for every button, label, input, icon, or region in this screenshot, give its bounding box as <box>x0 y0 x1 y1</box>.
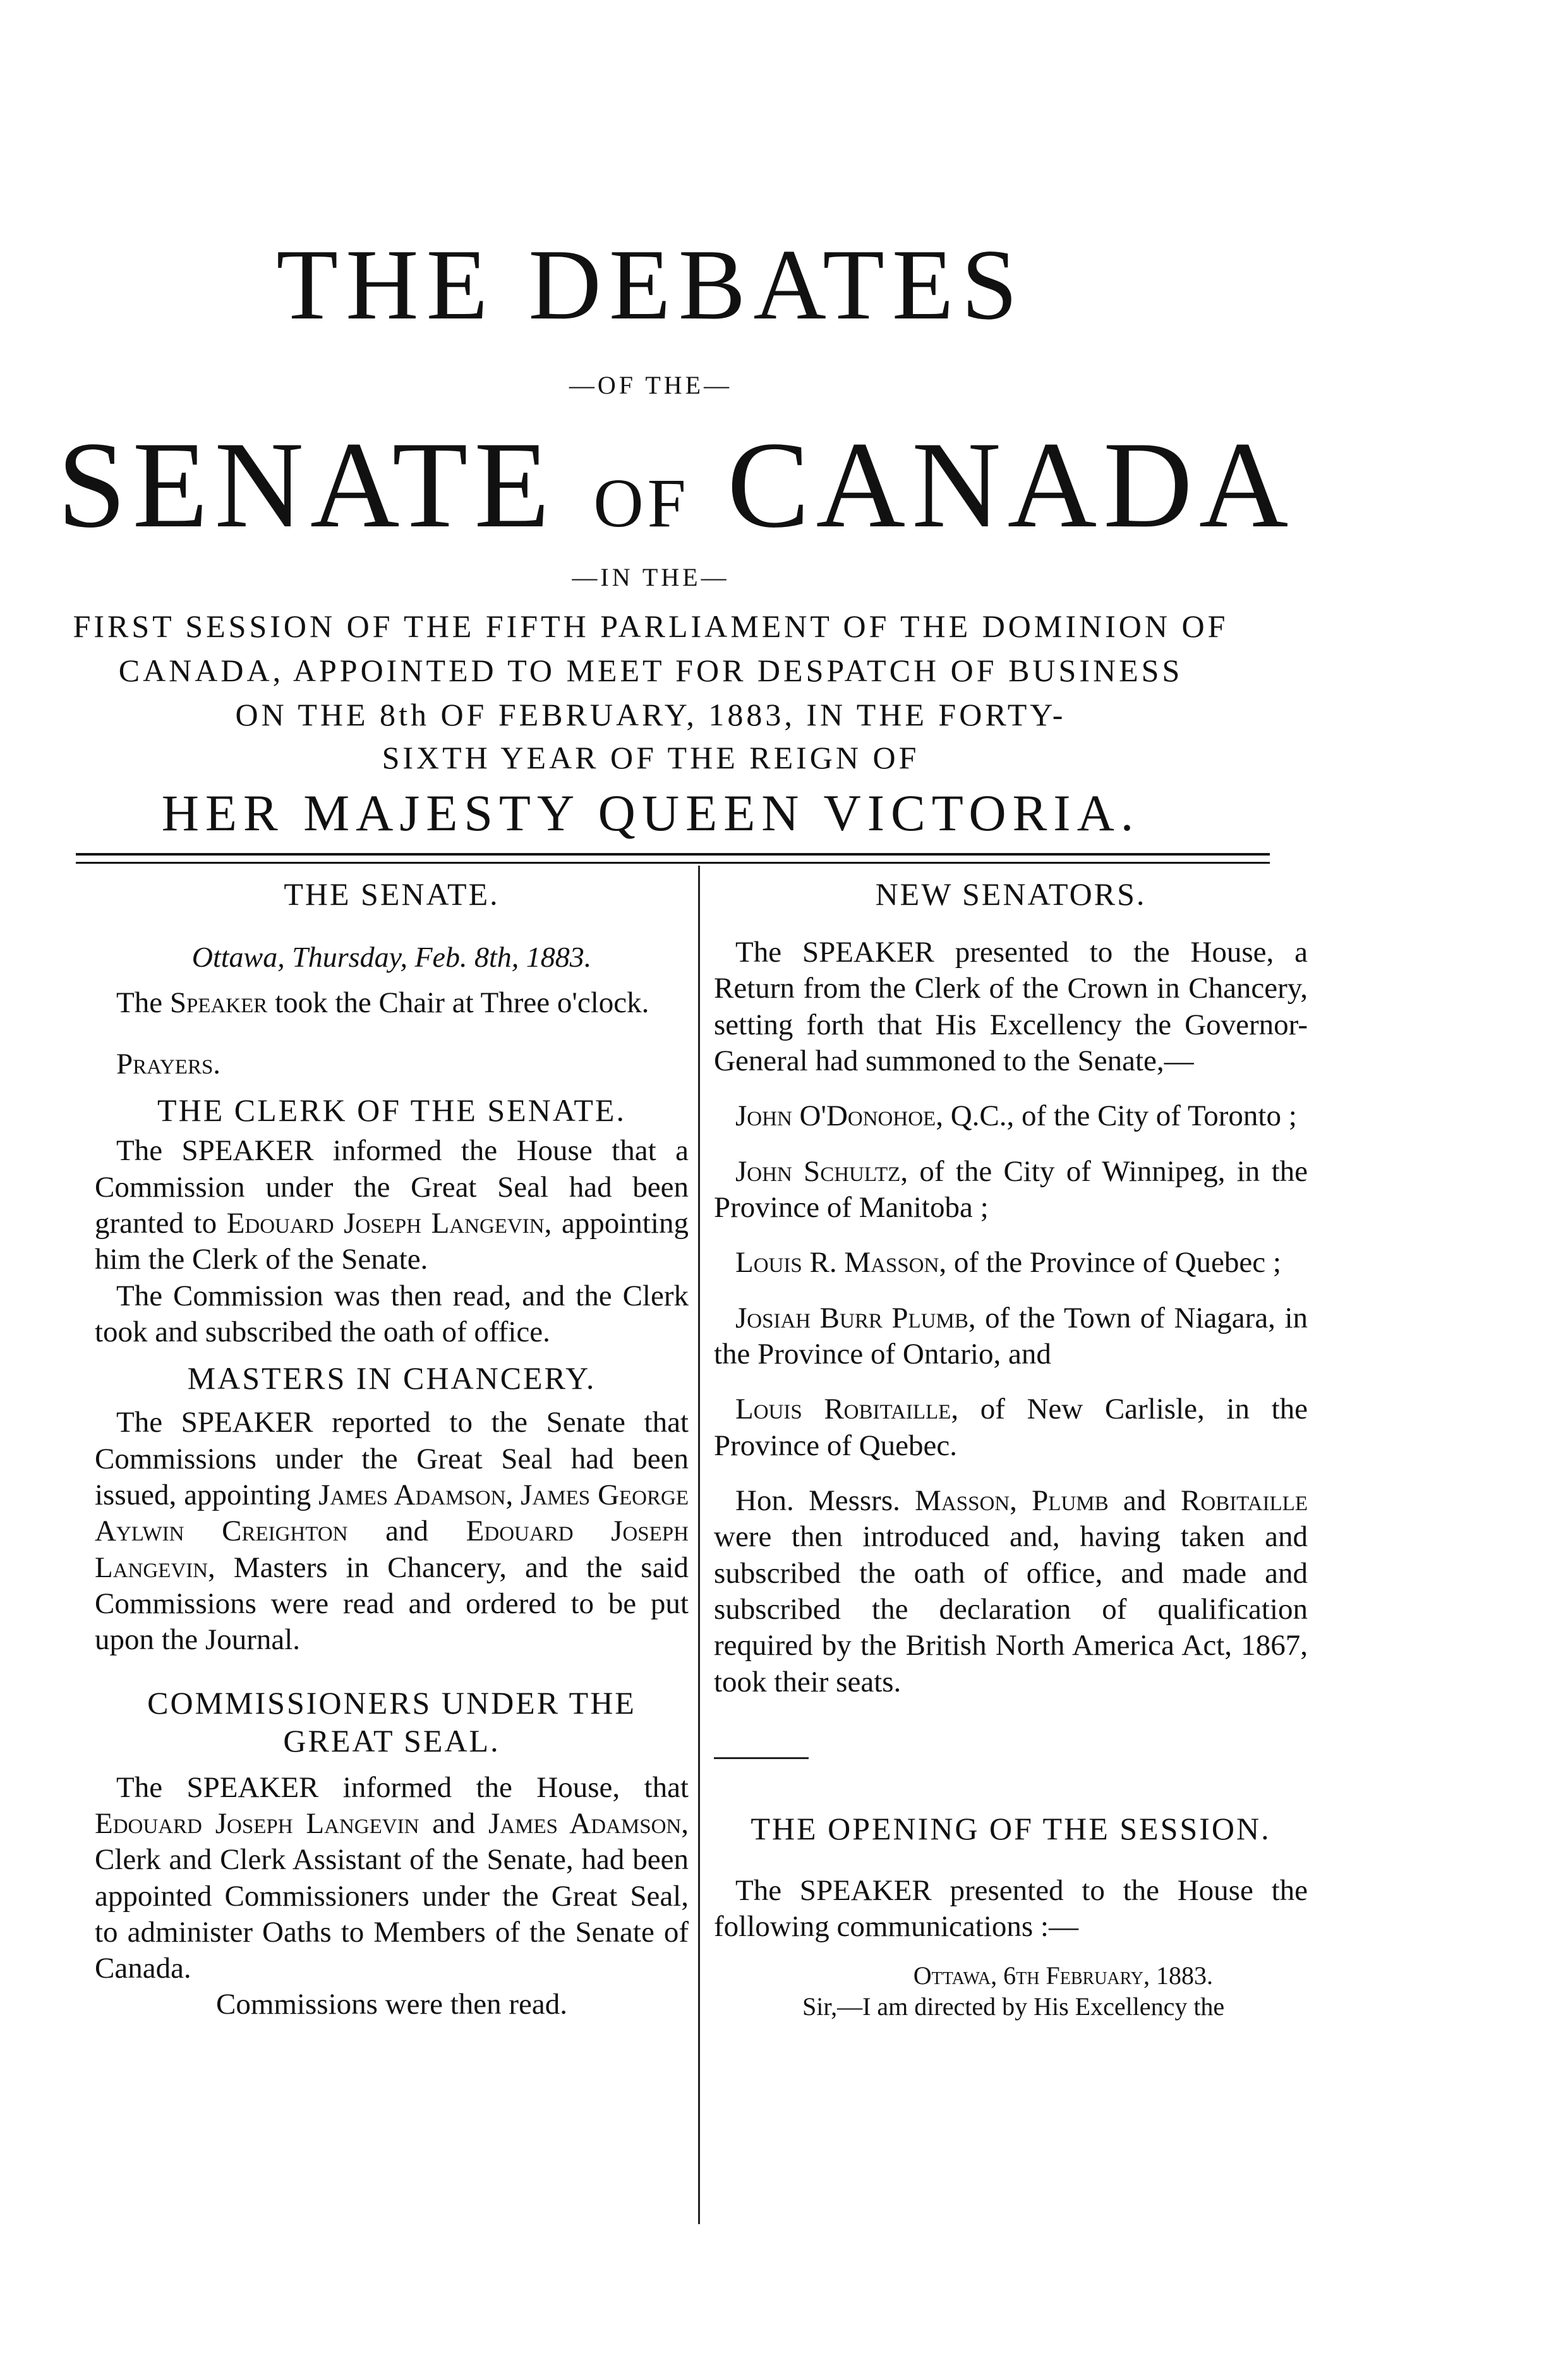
introduced-text-before: Hon. Messrs. <box>735 1484 915 1517</box>
introduced-sep-1: , <box>1010 1484 1032 1517</box>
senator-name: Louis Robitaille <box>735 1393 951 1426</box>
title-senate-word: SENATE <box>57 416 557 554</box>
heading-clerk-of-senate: THE CLERK OF THE SENATE. <box>157 1092 626 1129</box>
senator-detail: , of New Carlisle, in the Province of Quebec. <box>714 1393 1308 1462</box>
clerk-name: Edouard Joseph Langevin <box>226 1207 545 1240</box>
in-the-line: —IN THE— <box>572 563 730 591</box>
clerk-text-before: The SPEAKER informed the House that a Commission under the Great Seal had been granted to <box>95 1134 689 1240</box>
senator-name: John O'Donohoe <box>735 1099 936 1133</box>
introduced-sep-2: and <box>1108 1484 1181 1517</box>
title-senate-of-canada <box>44 416 1308 554</box>
chair-paragraph <box>95 985 689 1021</box>
session-line-1: FIRST SESSION OF THE FIFTH PARLIAMENT OF THE DOMINION OF <box>73 608 1229 644</box>
masters-name-2: James George Aylwin Creighton <box>95 1479 689 1548</box>
masters-sep-2: and <box>347 1515 466 1548</box>
title-canada-word: CANADA <box>727 416 1295 554</box>
masters-paragraph <box>95 1405 689 1658</box>
clerk-paragraph-2: The Commission was then read, and the Clerk took and subscribed the oath of office. <box>95 1279 689 1349</box>
introduced-name-1: Masson <box>915 1484 1010 1517</box>
commissioners-text-before: The SPEAKER informed the House, that <box>116 1770 689 1804</box>
column-divider <box>698 866 700 2224</box>
heading-opening-of-session: THE OPENING OF THE SESSION. <box>751 1810 1271 1846</box>
section-separator-rule <box>714 1757 809 1759</box>
new-senators-intro: The SPEAKER presented to the House, a Return from the Clerk of the Crown in Chancery, setting forth that His Excellency the Governor-General had summoned to the Senate,— <box>714 936 1308 1077</box>
dateline: Ottawa, Thursday, Feb. 8th, 1883. <box>191 941 592 973</box>
commissions-read: Commissions were then read. <box>215 1987 568 2021</box>
senator-entry <box>714 1391 1308 1464</box>
letter-salutation: Sir,—I am directed by His Excellency the <box>802 1992 1225 2021</box>
introduced-name-2: Plumb <box>1032 1484 1109 1517</box>
heading-the-senate: THE SENATE. <box>284 876 500 912</box>
introduced-paragraph <box>714 1483 1308 1700</box>
senator-name: Josiah Burr Plumb <box>735 1301 968 1334</box>
senator-entry <box>714 1098 1308 1134</box>
senator-entry <box>714 1154 1308 1226</box>
clerk-text-after: , appointing him the Clerk of the Senate. <box>95 1207 689 1276</box>
commissioners-name-1: Edouard Joseph Langevin <box>95 1807 419 1841</box>
senator-detail: , of the City of Winnipeg, in the Province of Manitoba ; <box>714 1154 1308 1224</box>
senator-detail: , of the Town of Niagara, in the Province of Ontario, and <box>714 1301 1308 1371</box>
masters-text-after: , Masters in Chancery, and the said Commissions were read and ordered to be put upon the Journal. <box>95 1551 689 1657</box>
commissioners-name-2: James Adamson <box>488 1807 682 1841</box>
heading-commissioners: COMMISSIONERS UNDER THE GREAT SEAL. <box>147 1685 636 1758</box>
commissioners-sep: and <box>419 1807 489 1841</box>
letter-date: Ottawa, 6th February, 1883. <box>913 1961 1213 1990</box>
senator-detail: , Q.C., of the City of Toronto ; <box>936 1099 1297 1133</box>
heading-masters-in-chancery: MASTERS IN CHANCERY. <box>187 1360 596 1396</box>
senator-entry <box>714 1300 1308 1373</box>
masters-name-3: Edouard Joseph Langevin <box>95 1515 689 1584</box>
prayers: Prayers. <box>116 1048 221 1081</box>
session-line-4: SIXTH YEAR OF THE REIGN OF <box>382 740 920 775</box>
commissioners-paragraph <box>95 1770 689 1987</box>
chair-speaker: Speaker <box>169 986 268 1019</box>
masters-name-1: James Adamson <box>318 1479 506 1512</box>
title-of-word: OF <box>593 464 690 542</box>
session-line-2: CANADA, APPOINTED TO MEET FOR DESPATCH OF BUSINESS <box>118 653 1183 688</box>
commissioners-text-after: , Clerk and Clerk Assistant of the Senate, had been appointed Commissioners under the Great Seal, to administer Oaths to Members of the Senate of Canada. <box>95 1807 689 1985</box>
senator-name: Louis R. Masson <box>735 1246 939 1280</box>
masters-sep-1: , <box>505 1479 521 1512</box>
heading-new-senators: NEW SENATORS. <box>875 876 1147 912</box>
title-the-debates: THE DEBATES <box>276 228 1025 341</box>
right-column <box>714 875 1308 2023</box>
introduced-text-after: were then introduced and, having taken and subscribed the oath of office, and made and subscribed the declaration of qualification required by the British North America Act, 1867, took their seats. <box>714 1520 1308 1698</box>
senator-name: John Schultz <box>735 1154 901 1188</box>
senator-detail: , of the Province of Quebec ; <box>939 1246 1281 1280</box>
masthead-double-rule <box>76 853 1270 864</box>
clerk-paragraph-1 <box>95 1133 689 1278</box>
senator-entry <box>714 1245 1308 1281</box>
session-line-3: ON THE 8th OF FEBRUARY, 1883, IN THE FORTY- <box>235 697 1066 732</box>
opening-paragraph: The SPEAKER presented to the House the following communications :— <box>714 1873 1308 1944</box>
chair-text-before: The <box>116 986 170 1019</box>
of-the-line: —OF THE— <box>569 371 733 399</box>
masters-text-before: The SPEAKER reported to the Senate that Commissions under the Great Seal had been issued, appointing <box>95 1406 689 1512</box>
chair-text-after: took the Chair at Three o'clock. <box>267 986 649 1019</box>
her-majesty-line: HER MAJESTY QUEEN VICTORIA. <box>161 784 1140 842</box>
left-column <box>95 875 689 2021</box>
introduced-name-3: Robitaille <box>1181 1484 1308 1517</box>
